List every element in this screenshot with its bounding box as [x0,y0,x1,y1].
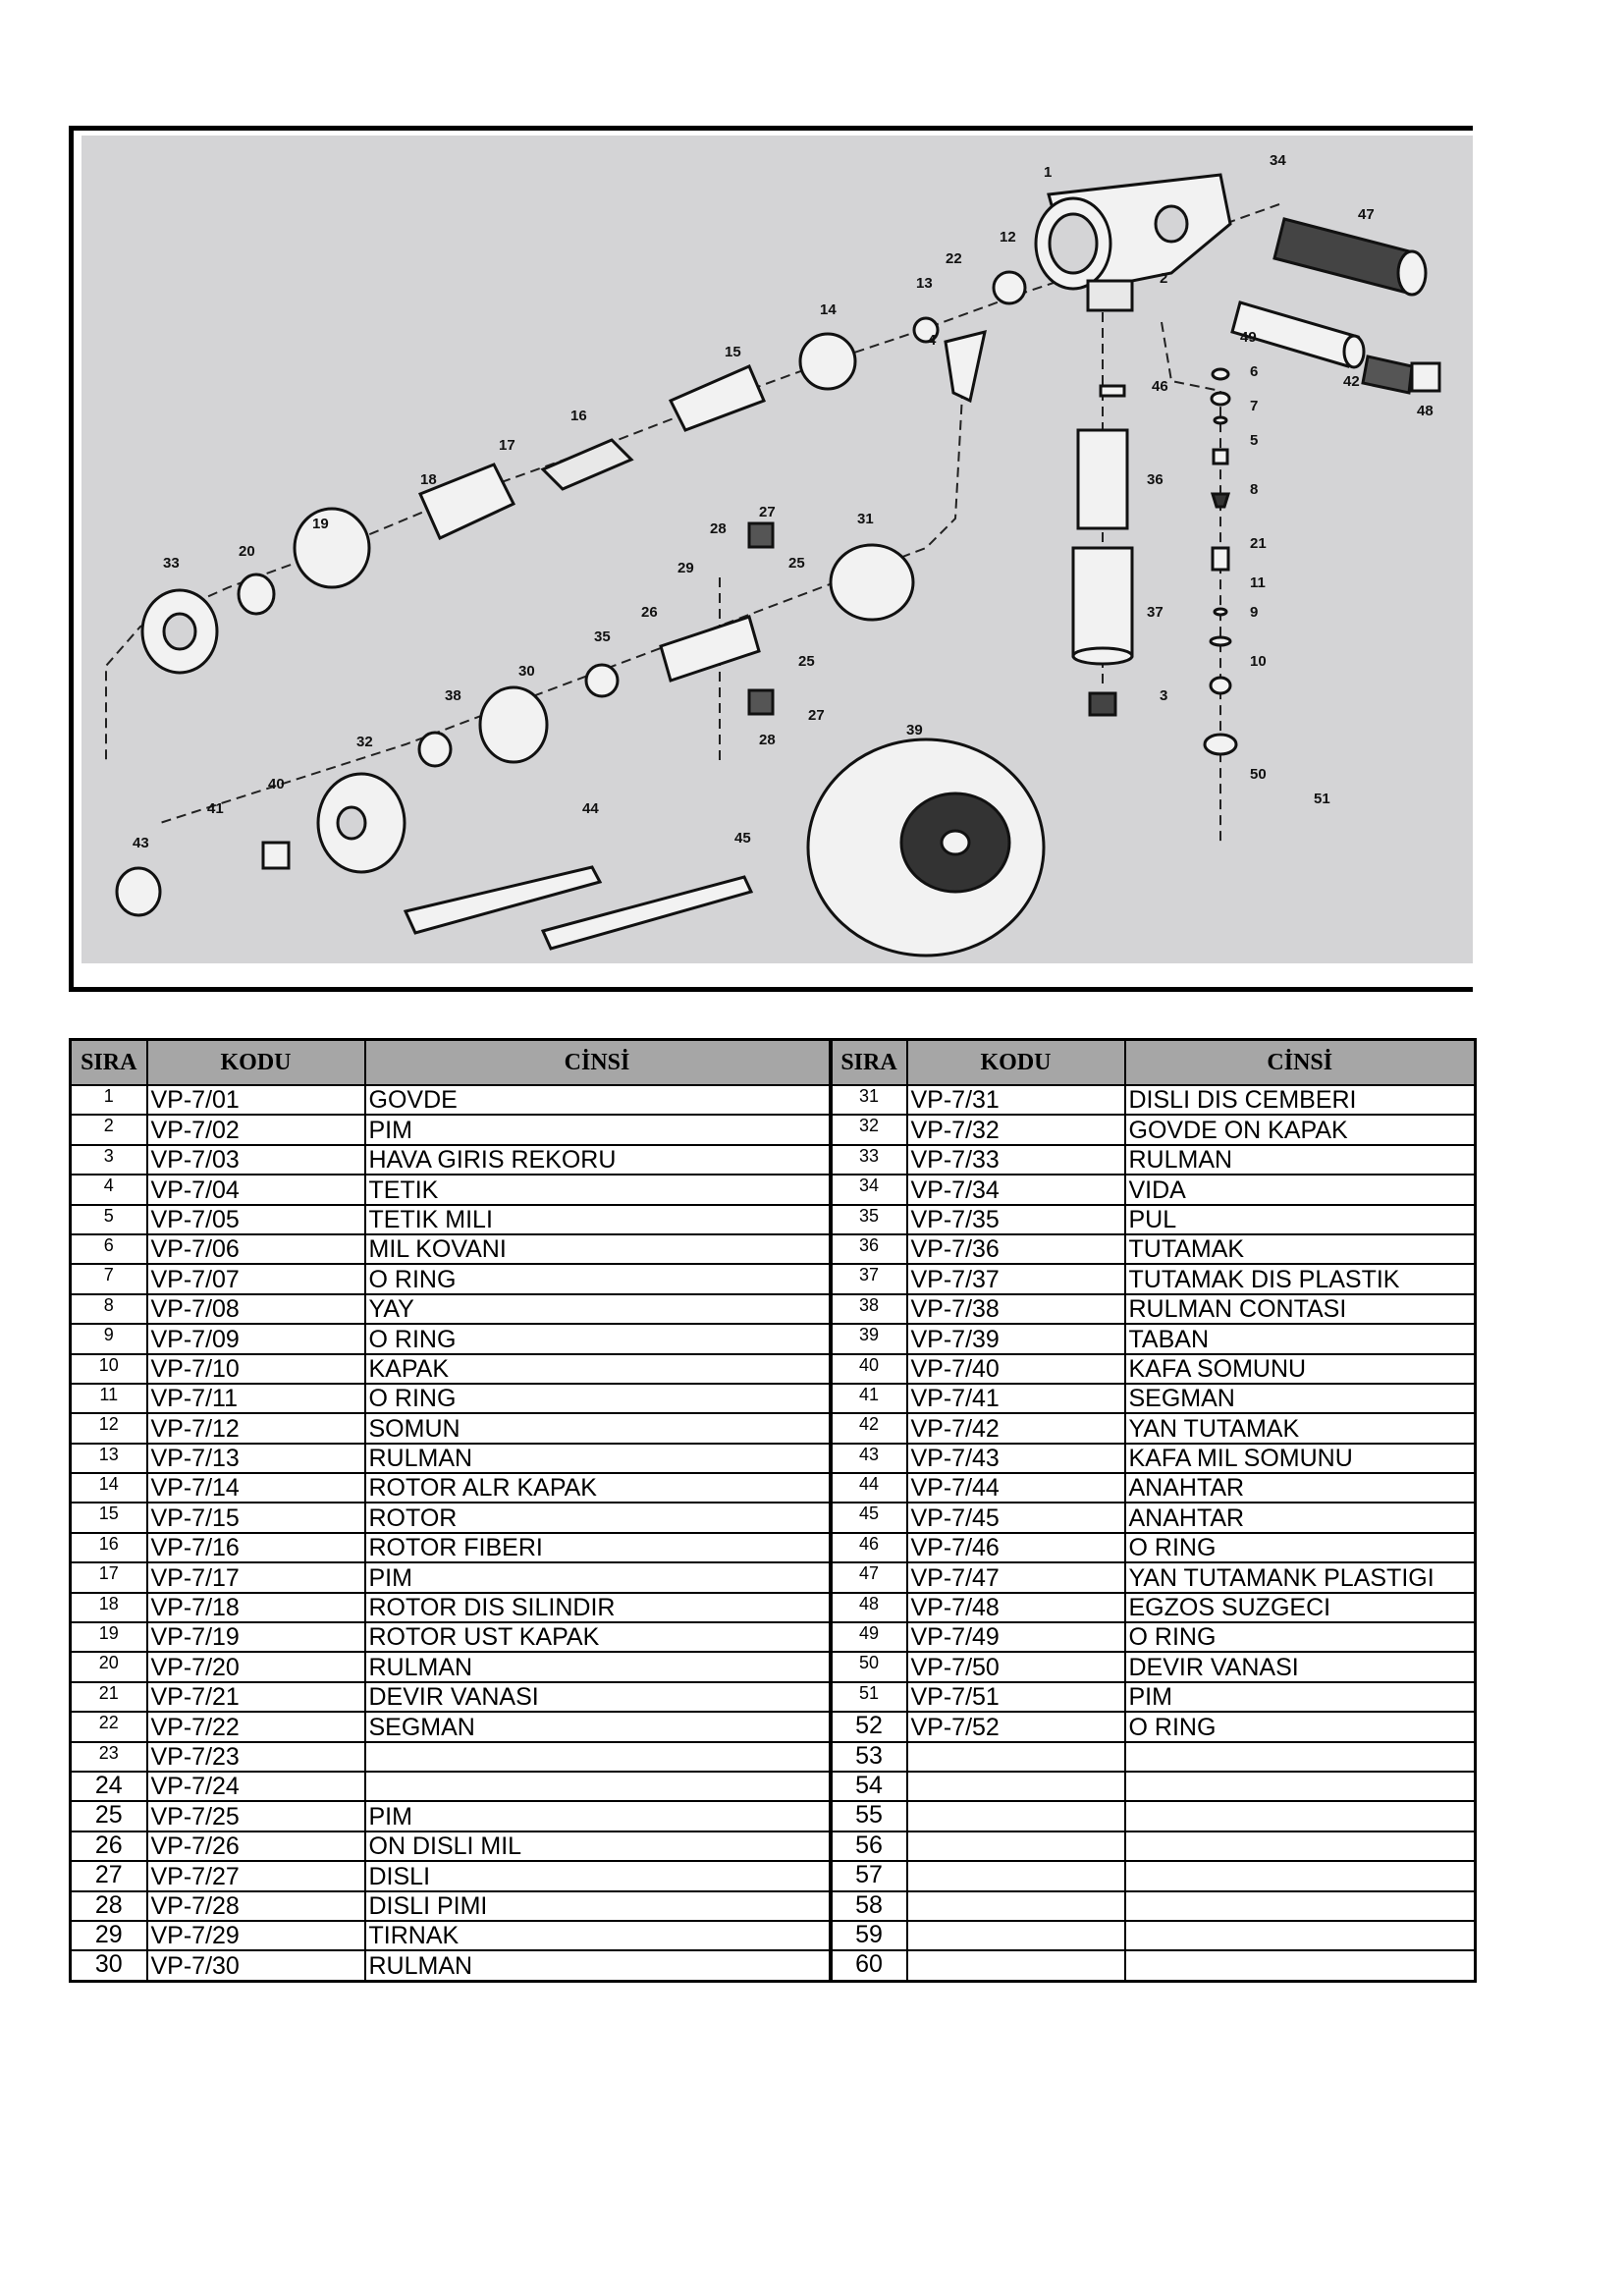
part-name-right: YAN TUTAMANK PLASTIGI [1125,1562,1476,1592]
part-number-left: 27 [71,1861,147,1890]
callout-19: 19 [312,516,329,532]
callout-17: 17 [499,437,515,454]
part-name-right: ANAHTAR [1125,1473,1476,1503]
part-number-right: 42 [831,1413,907,1443]
callout-27b: 27 [808,707,825,724]
part-code-right: VP-7/31 [907,1085,1125,1115]
callout-41: 41 [207,800,224,817]
part-code-right [907,1772,1125,1801]
part-name-left: ROTOR ALR KAPAK [365,1473,831,1503]
callout-10: 10 [1250,653,1267,670]
table-row [71,1921,1476,1950]
part-name-right: PIM [1125,1682,1476,1712]
part-number-left: 30 [71,1950,147,1981]
table-row [71,1533,1476,1562]
part-name-right [1125,1950,1476,1981]
callout-7: 7 [1250,398,1259,414]
part-number-left: 28 [71,1891,147,1921]
table-row [71,1801,1476,1831]
part-name-left: ROTOR FIBERI [365,1533,831,1562]
part-code-left: VP-7/04 [147,1175,365,1204]
callout-12: 12 [1000,229,1016,246]
part-number-left: 1 [71,1085,147,1115]
table-row [71,1413,1476,1443]
callout-45: 45 [734,830,751,847]
part-name-left: O RING [365,1384,831,1413]
part-code-right [907,1742,1125,1772]
callout-28b: 28 [759,732,776,748]
callout-39: 39 [906,722,923,738]
part-name-left [365,1772,831,1801]
exploded-view-frame [69,126,1473,992]
part-number-right: 51 [831,1682,907,1712]
part-code-right: VP-7/41 [907,1384,1125,1413]
part-number-right: 48 [831,1593,907,1622]
table-row [71,1950,1476,1981]
callout-33: 33 [163,555,180,572]
part-number-right: 54 [831,1772,907,1801]
table-row [71,1354,1476,1384]
callout-14: 14 [820,301,837,318]
part-name-left: SEGMAN [365,1712,831,1741]
callout-27a: 27 [759,504,776,520]
part-number-left: 17 [71,1562,147,1592]
table-row [71,1861,1476,1890]
part-name-left: MIL KOVANI [365,1234,831,1264]
part-name-left: SOMUN [365,1413,831,1443]
callout-36: 36 [1147,471,1164,488]
part-name-right [1125,1861,1476,1890]
part-name-left: PIM [365,1801,831,1831]
part-name-left: DEVIR VANASI [365,1682,831,1712]
part-name-right [1125,1801,1476,1831]
part-number-right: 40 [831,1354,907,1384]
callout-1: 1 [1044,164,1053,181]
part-number-right: 47 [831,1562,907,1592]
part-number-right: 34 [831,1175,907,1204]
part-name-right: PUL [1125,1205,1476,1234]
table-row [71,1175,1476,1204]
part-number-left: 19 [71,1622,147,1652]
table-row [71,1115,1476,1144]
table-row [71,1473,1476,1503]
table-row [71,1772,1476,1801]
table-row [71,1294,1476,1324]
part-name-left: ROTOR DIS SILINDIR [365,1593,831,1622]
part-code-right: VP-7/44 [907,1473,1125,1503]
part-name-left: KAPAK [365,1354,831,1384]
part-number-right: 36 [831,1234,907,1264]
part-number-left: 10 [71,1354,147,1384]
callout-11: 11 [1250,574,1266,591]
part-code-left: VP-7/23 [147,1742,365,1772]
part-number-right: 60 [831,1950,907,1981]
part-name-right: KAFA MIL SOMUNU [1125,1444,1476,1473]
table-row [71,1742,1476,1772]
header-kodu-left: KODU [147,1040,365,1086]
table-row [71,1622,1476,1652]
callout-15: 15 [725,344,741,360]
part-name-right: TUTAMAK [1125,1234,1476,1264]
callout-42: 42 [1343,373,1360,390]
part-code-right: VP-7/52 [907,1712,1125,1741]
callout-5: 5 [1250,432,1259,449]
part-name-right: RULMAN CONTASI [1125,1294,1476,1324]
part-code-right: VP-7/36 [907,1234,1125,1264]
callout-40: 40 [268,776,285,793]
part-code-right [907,1801,1125,1831]
part-number-left: 24 [71,1772,147,1801]
part-code-right [907,1861,1125,1890]
part-code-right [907,1950,1125,1981]
table-row [71,1503,1476,1532]
part-code-right: VP-7/38 [907,1294,1125,1324]
part-code-right [907,1831,1125,1861]
callout-2: 2 [1160,270,1168,287]
part-number-left: 6 [71,1234,147,1264]
part-code-right: VP-7/35 [907,1205,1125,1234]
part-number-left: 18 [71,1593,147,1622]
part-code-left: VP-7/19 [147,1622,365,1652]
part-name-right: EGZOS SUZGECI [1125,1593,1476,1622]
callout-30: 30 [518,663,535,680]
part-number-left: 9 [71,1324,147,1353]
callout-51: 51 [1314,791,1330,807]
part-name-right: KAFA SOMUNU [1125,1354,1476,1384]
part-number-left: 5 [71,1205,147,1234]
part-number-left: 3 [71,1145,147,1175]
part-code-right: VP-7/39 [907,1324,1125,1353]
part-name-left: YAY [365,1294,831,1324]
callout-49: 49 [1240,329,1257,346]
part-name-right: O RING [1125,1533,1476,1562]
part-number-right: 44 [831,1473,907,1503]
part-name-right: SEGMAN [1125,1384,1476,1413]
part-number-right: 45 [831,1503,907,1532]
part-number-left: 21 [71,1682,147,1712]
part-code-right: VP-7/51 [907,1682,1125,1712]
parts-table-body [71,1085,1476,1981]
callout-25a: 25 [788,555,805,572]
part-code-left: VP-7/28 [147,1891,365,1921]
callout-26: 26 [641,604,658,621]
part-name-right: O RING [1125,1622,1476,1652]
table-row [71,1444,1476,1473]
part-code-right [907,1921,1125,1950]
table-row [71,1652,1476,1681]
callout-48: 48 [1417,403,1434,419]
part-number-left: 16 [71,1533,147,1562]
part-code-left: VP-7/11 [147,1384,365,1413]
header-sira-right: SIRA [831,1040,907,1086]
callout-13: 13 [916,275,933,292]
part-code-right: VP-7/45 [907,1503,1125,1532]
callout-16: 16 [570,408,587,424]
part-name-left: DISLI [365,1861,831,1890]
part-code-right: VP-7/49 [907,1622,1125,1652]
part-number-right: 33 [831,1145,907,1175]
part-code-left: VP-7/07 [147,1264,365,1293]
table-row [71,1593,1476,1622]
part-code-left: VP-7/09 [147,1324,365,1353]
part-code-right: VP-7/43 [907,1444,1125,1473]
part-code-right: VP-7/42 [907,1413,1125,1443]
part-number-left: 11 [71,1384,147,1413]
callout-9: 9 [1250,604,1259,621]
part-name-right [1125,1742,1476,1772]
part-number-right: 46 [831,1533,907,1562]
table-row [71,1384,1476,1413]
part-number-right: 50 [831,1652,907,1681]
part-number-right: 53 [831,1742,907,1772]
part-name-left: RULMAN [365,1950,831,1981]
part-name-left: DISLI PIMI [365,1891,831,1921]
part-code-right: VP-7/47 [907,1562,1125,1592]
part-code-left: VP-7/06 [147,1234,365,1264]
part-name-right [1125,1831,1476,1861]
table-row [71,1712,1476,1741]
part-code-left: VP-7/13 [147,1444,365,1473]
callout-32: 32 [356,734,373,750]
part-name-right: TUTAMAK DIS PLASTIK [1125,1264,1476,1293]
part-number-left: 15 [71,1503,147,1532]
table-header-row [71,1040,1476,1086]
callout-35: 35 [594,629,611,645]
part-name-right: GOVDE ON KAPAK [1125,1115,1476,1144]
part-number-right: 39 [831,1324,907,1353]
header-cinsi-right: CİNSİ [1125,1040,1476,1086]
part-number-left: 26 [71,1831,147,1861]
part-code-left: VP-7/03 [147,1145,365,1175]
part-code-left: VP-7/05 [147,1205,365,1234]
part-code-right: VP-7/50 [907,1652,1125,1681]
part-name-right: O RING [1125,1712,1476,1741]
part-number-left: 22 [71,1712,147,1741]
callout-6: 6 [1250,363,1259,380]
part-name-right: ANAHTAR [1125,1503,1476,1532]
header-kodu-right: KODU [907,1040,1125,1086]
part-name-left: RULMAN [365,1652,831,1681]
part-number-right: 58 [831,1891,907,1921]
part-code-right: VP-7/48 [907,1593,1125,1622]
part-code-right: VP-7/34 [907,1175,1125,1204]
part-code-left: VP-7/27 [147,1861,365,1890]
callout-8: 8 [1250,481,1259,498]
part-code-right: VP-7/46 [907,1533,1125,1562]
callout-4: 4 [928,332,937,349]
part-code-left: VP-7/21 [147,1682,365,1712]
table-row [71,1234,1476,1264]
part-name-left: ROTOR UST KAPAK [365,1622,831,1652]
part-number-right: 35 [831,1205,907,1234]
part-code-right: VP-7/40 [907,1354,1125,1384]
part-code-left: VP-7/14 [147,1473,365,1503]
table-row [71,1891,1476,1921]
part-number-left: 7 [71,1264,147,1293]
part-name-left [365,1742,831,1772]
part-code-left: VP-7/24 [147,1772,365,1801]
part-code-left: VP-7/17 [147,1562,365,1592]
callout-29: 29 [677,560,694,576]
exploded-view-svg [81,136,1473,963]
table-row [71,1085,1476,1115]
part-name-left: PIM [365,1562,831,1592]
part-number-right: 57 [831,1861,907,1890]
part-name-left: O RING [365,1264,831,1293]
table-row [71,1562,1476,1592]
part-number-right: 55 [831,1801,907,1831]
part-number-right: 38 [831,1294,907,1324]
table-row [71,1145,1476,1175]
part-code-left: VP-7/26 [147,1831,365,1861]
callout-21: 21 [1250,535,1267,552]
callout-22: 22 [946,250,962,267]
part-number-left: 8 [71,1294,147,1324]
part-code-left: VP-7/16 [147,1533,365,1562]
callout-18: 18 [420,471,437,488]
parts-list-table [69,1038,1477,1983]
part-name-right: TABAN [1125,1324,1476,1353]
callout-46: 46 [1152,378,1168,395]
header-cinsi-left: CİNSİ [365,1040,831,1086]
part-name-left: O RING [365,1324,831,1353]
part-number-right: 41 [831,1384,907,1413]
callout-50: 50 [1250,766,1267,783]
table-row [71,1324,1476,1353]
part-name-right: YAN TUTAMAK [1125,1413,1476,1443]
table-row [71,1682,1476,1712]
part-number-right: 49 [831,1622,907,1652]
part-code-left: VP-7/25 [147,1801,365,1831]
part-code-left: VP-7/12 [147,1413,365,1443]
part-number-right: 43 [831,1444,907,1473]
callout-20: 20 [239,543,255,560]
part-number-left: 13 [71,1444,147,1473]
part-name-right: DISLI DIS CEMBERI [1125,1085,1476,1115]
part-code-left: VP-7/30 [147,1950,365,1981]
callout-28a: 28 [710,520,727,537]
part-code-left: VP-7/29 [147,1921,365,1950]
part-name-right [1125,1772,1476,1801]
table-row [71,1205,1476,1234]
part-number-right: 59 [831,1921,907,1950]
part-number-left: 23 [71,1742,147,1772]
callout-25b: 25 [798,653,815,670]
part-number-right: 32 [831,1115,907,1144]
part-code-left: VP-7/15 [147,1503,365,1532]
part-code-left: VP-7/10 [147,1354,365,1384]
part-name-right: DEVIR VANASI [1125,1652,1476,1681]
callout-3: 3 [1160,687,1168,704]
part-name-right [1125,1891,1476,1921]
part-name-left: GOVDE [365,1085,831,1115]
part-name-left: PIM [365,1115,831,1144]
part-name-right: VIDA [1125,1175,1476,1204]
callout-31: 31 [857,511,874,527]
part-name-left: TETIK MILI [365,1205,831,1234]
part-code-right: VP-7/32 [907,1115,1125,1144]
callout-38: 38 [445,687,461,704]
part-number-right: 56 [831,1831,907,1861]
callout-44: 44 [582,800,599,817]
part-number-right: 52 [831,1712,907,1741]
table-row [71,1831,1476,1861]
callout-34: 34 [1270,152,1286,169]
part-code-left: VP-7/01 [147,1085,365,1115]
part-code-left: VP-7/22 [147,1712,365,1741]
part-number-left: 12 [71,1413,147,1443]
part-number-left: 14 [71,1473,147,1503]
callout-47: 47 [1358,206,1375,223]
callout-43: 43 [133,835,149,851]
header-sira-left: SIRA [71,1040,147,1086]
part-code-left: VP-7/08 [147,1294,365,1324]
part-code-left: VP-7/18 [147,1593,365,1622]
table-row [71,1264,1476,1293]
part-number-left: 20 [71,1652,147,1681]
part-number-left: 2 [71,1115,147,1144]
part-name-left: TETIK [365,1175,831,1204]
part-code-right [907,1891,1125,1921]
exploded-view-drawing [81,136,1473,963]
part-number-left: 4 [71,1175,147,1204]
part-name-right: RULMAN [1125,1145,1476,1175]
part-code-left: VP-7/02 [147,1115,365,1144]
part-number-right: 37 [831,1264,907,1293]
part-number-right: 31 [831,1085,907,1115]
part-code-right: VP-7/37 [907,1264,1125,1293]
part-name-left: ON DISLI MIL [365,1831,831,1861]
part-code-left: VP-7/20 [147,1652,365,1681]
part-name-right [1125,1921,1476,1950]
part-name-left: RULMAN [365,1444,831,1473]
part-number-left: 25 [71,1801,147,1831]
callout-37: 37 [1147,604,1164,621]
part-number-left: 29 [71,1921,147,1950]
part-name-left: HAVA GIRIS REKORU [365,1145,831,1175]
part-name-left: TIRNAK [365,1921,831,1950]
part-name-left: ROTOR [365,1503,831,1532]
part-code-right: VP-7/33 [907,1145,1125,1175]
